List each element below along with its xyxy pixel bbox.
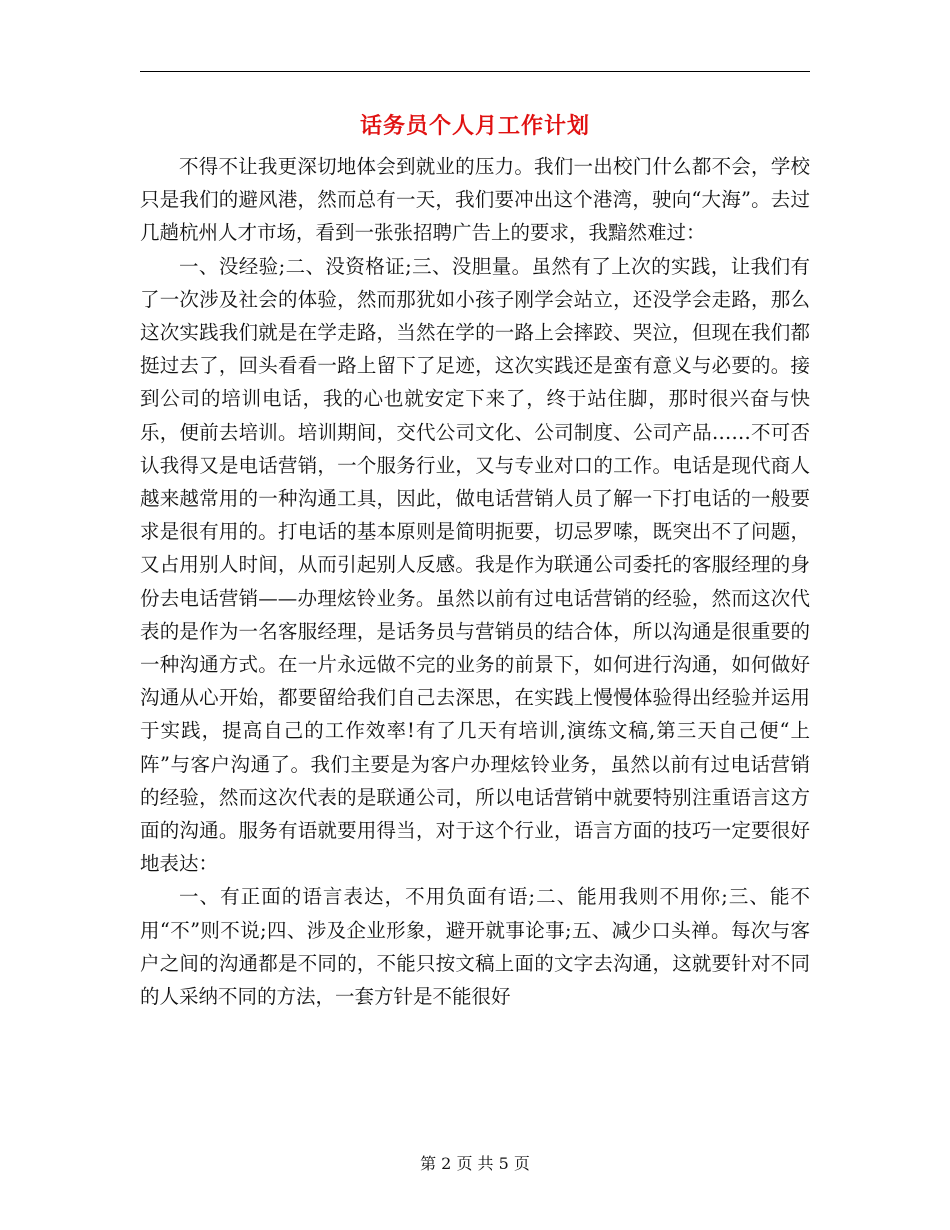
body-paragraph-1: 不得不让我更深切地体会到就业的压力。我们一出校门什么都不会，学校只是我们的避风港，然而总有一天，我们要冲出这个港湾，驶向“大海”。去过几趟杭州人才市场，看到一张张招聘广告上的要求，我黯然难过：	[140, 155, 810, 245]
header-rule	[140, 71, 810, 72]
page-number-footer: 第 2 页 共 5 页	[420, 1154, 530, 1173]
body-paragraph-2: 一、没经验;二、没资格证;三、没胆量。虽然有了上次的实践，让我们有了一次涉及社会的体验，然而那犹如小孩子刚学会站立，还没学会走路，那么这次实践我们就是在学走路，当然在学的一路上会摔跤、哭泣，但现在我们都挺过去了，回头看看一路上留下了足迹，这次实践还是蛮有意义与必要的。接到公司的培训电话，我的心也就安定下来了，终于站住脚，那时很兴奋与快乐，便前去培训。培训期间，交代公司文化、公司制度、公司产品……不可否认我得又是电话营销，一个服务行业，又与专业对口的工作。电话是现代商人越来越常用的一种沟通工具，因此，做电话营销人员了解一下打电话的一般要求是很有用的。打电话的基本原则是简明扼要，切忌罗嗦，既突出不了问题，又占用别人时间，从而引起别人反感。我是作为联通公司委托的客服经理的身份去电话营销——办理炫铃业务。虽然以前有过电话营销的经验，然而这次代表的是作为一名客服经理，是话务员与营销员的结合体，所以沟通是很重要的一种沟通方式。在一片永远做不完的业务的前景下，如何进行沟通，如何做好沟通从心开始，都要留给我们自己去深思，在实践上慢慢体验得出经验并运用于实践，提高自己的工作效率!有了几天有培训,演练文稿,第三天自己便“上阵”与客户沟通了。我们主要是为客户办理炫铃业务，虽然以前有过电话营销的经验，然而这次代表的是联通公司，所以电话营销中就要特别注重语言这方面的沟通。服务有语就要用得当，对于这个行业，语言方面的技巧一定要很好地表达：	[140, 254, 810, 876]
document-body	[140, 150, 810, 1013]
body-paragraph-3: 一、有正面的语言表达，不用负面有语;二、能用我则不用你;三、能不用“不”则不说;四、涉及企业形象，避开就事论事;五、减少口头禅。每次与客户之间的沟通都是不同的，不能只按文稿上面的文字去沟通，这就要针对不同的人采纳不同的方法，一套方针是不能很好	[140, 885, 810, 1009]
document-title: 话务员个人月工作计划	[359, 113, 590, 139]
